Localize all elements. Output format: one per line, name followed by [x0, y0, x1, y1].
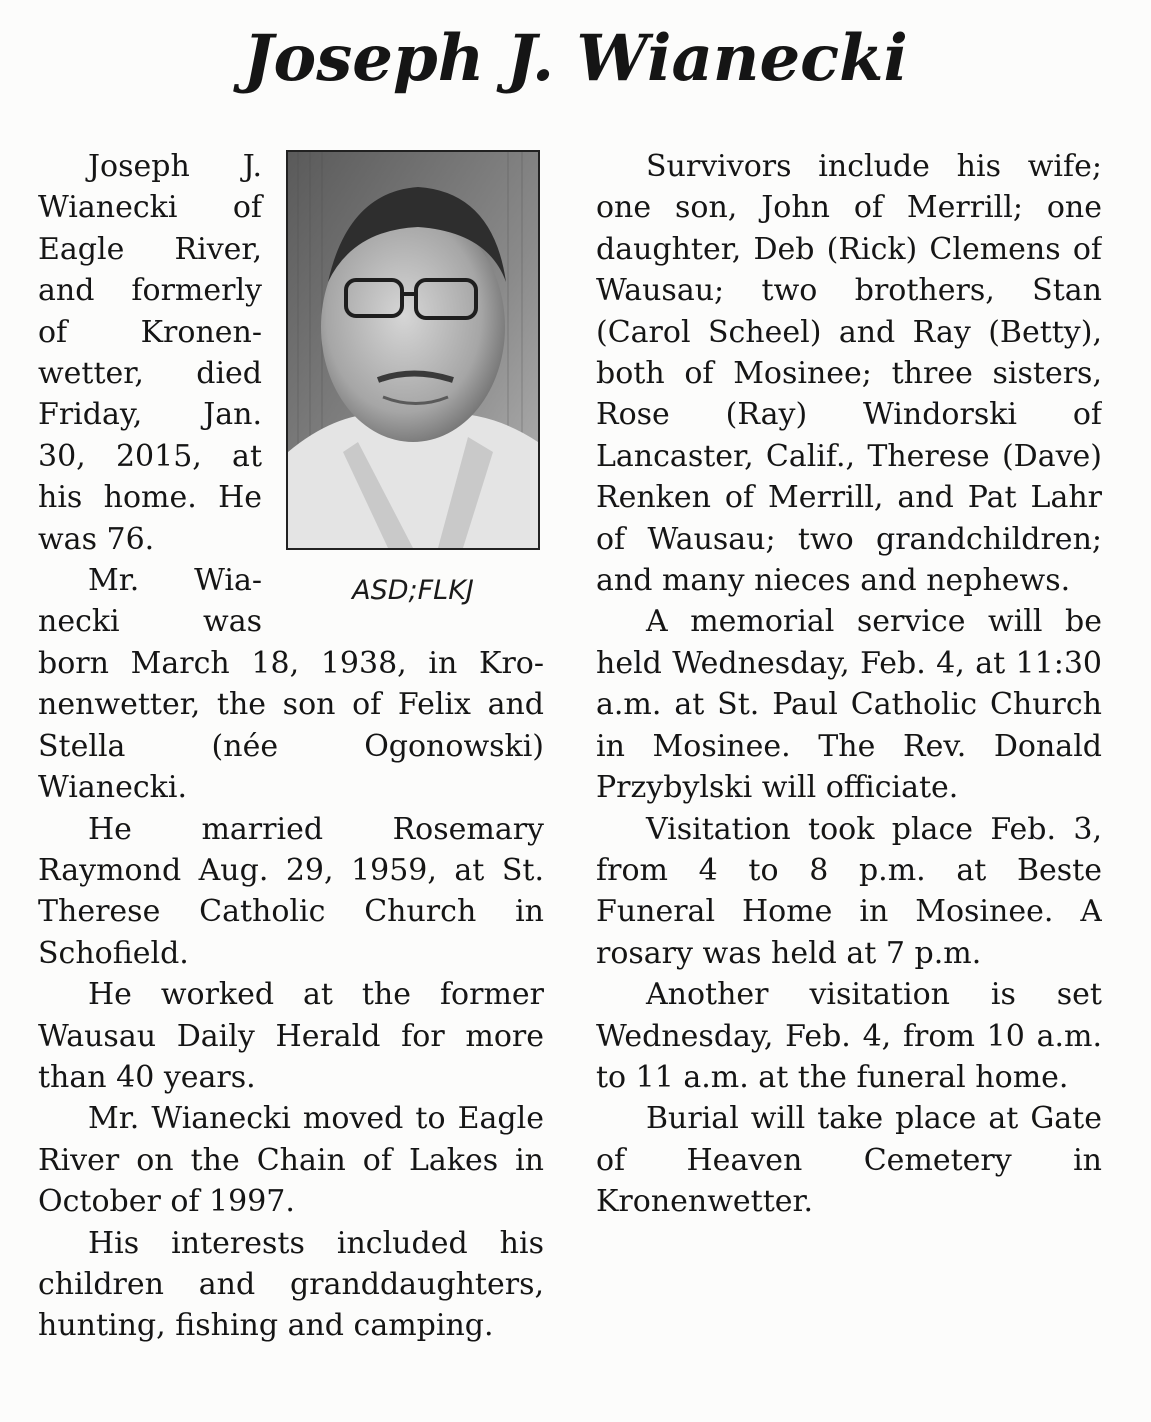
paragraph: Joseph J. Wianecki of Eagle River, and formerly of Kronenwetter, died Friday, Jan. 30, 2015, at his home. He was 76.	[38, 149, 262, 557]
paragraph: Visitation took place Feb. 3, from 4 to 8 p.m. at Beste Funeral Home in Mosinee. A rosary was held at 7 p.m.	[596, 811, 1102, 971]
paragraph: Mr. Wianecki moved to Eagle River on the Chain of Lakes in October of 1997.	[38, 1101, 544, 1220]
photo-caption: ASD;FLKJ	[352, 575, 474, 606]
paragraph: Survivors include his wife; one son, John of Merrill; one daughter, Deb (Rick) Clemens of Wausau; two brothers, Stan (Carol Scheel) and Ray (Betty), both of Mosinee; three sisters, Rose (Ray) Windorski of Lancaster, Calif., Therese (Dave) Renken of Merrill, and Pat Lahr of Wausau; two grandchildren; and many nieces and nephews.	[596, 149, 1102, 599]
paragraph: Burial will take place at Gate of Heaven Cemetery in Kronenwetter.	[596, 1101, 1102, 1220]
right-column	[596, 146, 1102, 1396]
portrait-illustration	[288, 152, 538, 548]
portrait-photo	[286, 150, 540, 550]
paragraph: He married Rosemary Raymond Aug. 29, 1959, at St. Therese Catholic Church in Schofield.	[38, 811, 544, 971]
left-column	[38, 146, 544, 1396]
paragraph: He worked at the former Wausau Daily Herald for more than 40 years.	[38, 977, 544, 1095]
obituary-title: Joseph J. Wianecki	[243, 21, 908, 96]
paragraph: Another visitation is set Wednesday, Feb. 4, from 10 a.m. to 11 a.m. at the funeral home.	[596, 977, 1102, 1095]
paragraph: His interests included his children and granddaughters, hunting, fishing and camping.	[38, 1225, 544, 1344]
paragraph: A memorial service will be held Wednesday, Feb. 4, at 11:30 a.m. at St. Paul Catholic Church in Mosinee. The Rev. Donald Przybylski will officiate.	[596, 604, 1102, 806]
paragraph: Mr. Wianecki was born March 18, 1938, in Kronenwetter, the son of Felix and Stella (née Ogonowski) Wianecki.	[38, 563, 544, 806]
portrait-block	[286, 150, 544, 624]
